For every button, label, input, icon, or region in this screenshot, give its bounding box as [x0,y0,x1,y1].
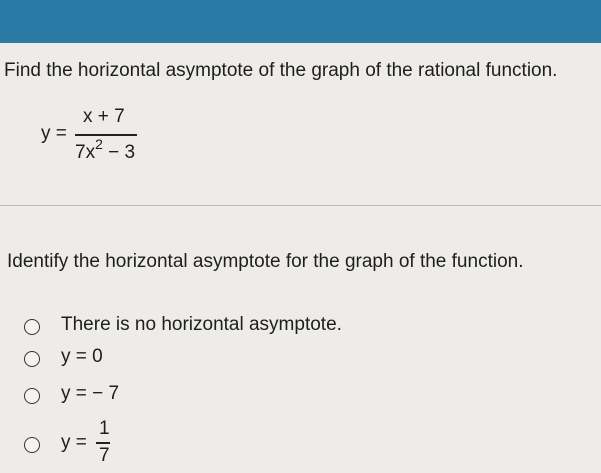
option-label[interactable]: There is no horizontal asymptote. [61,314,342,335]
section-divider [0,205,601,206]
option-lhs: y = [61,432,87,453]
radio-button[interactable] [24,319,40,335]
option-label[interactable]: y = − 7 [61,383,120,404]
equation-denominator [75,136,136,164]
equation-lhs: y = [41,123,67,144]
question-prompt: Find the horizontal asymptote of the graph of the rational function. [4,60,558,81]
radio-button[interactable] [24,437,40,453]
option-numerator: 1 [99,418,110,439]
header-bar [0,0,601,43]
instruction-text: Identify the horizontal asymptote for the graph of the function. [7,251,524,272]
radio-button[interactable] [24,351,40,367]
option-fraction-label[interactable] [61,420,131,470]
denominator-exponent: 2 [95,136,103,152]
radio-button[interactable] [24,388,40,404]
option-denominator: 7 [99,445,110,466]
equation-numerator: x + 7 [83,106,125,127]
denominator-rest: − 3 [102,142,136,163]
fraction-bar [96,442,110,444]
option-label[interactable]: y = 0 [61,346,103,367]
denominator-base: 7x [75,142,96,163]
fraction-bar [75,134,137,136]
